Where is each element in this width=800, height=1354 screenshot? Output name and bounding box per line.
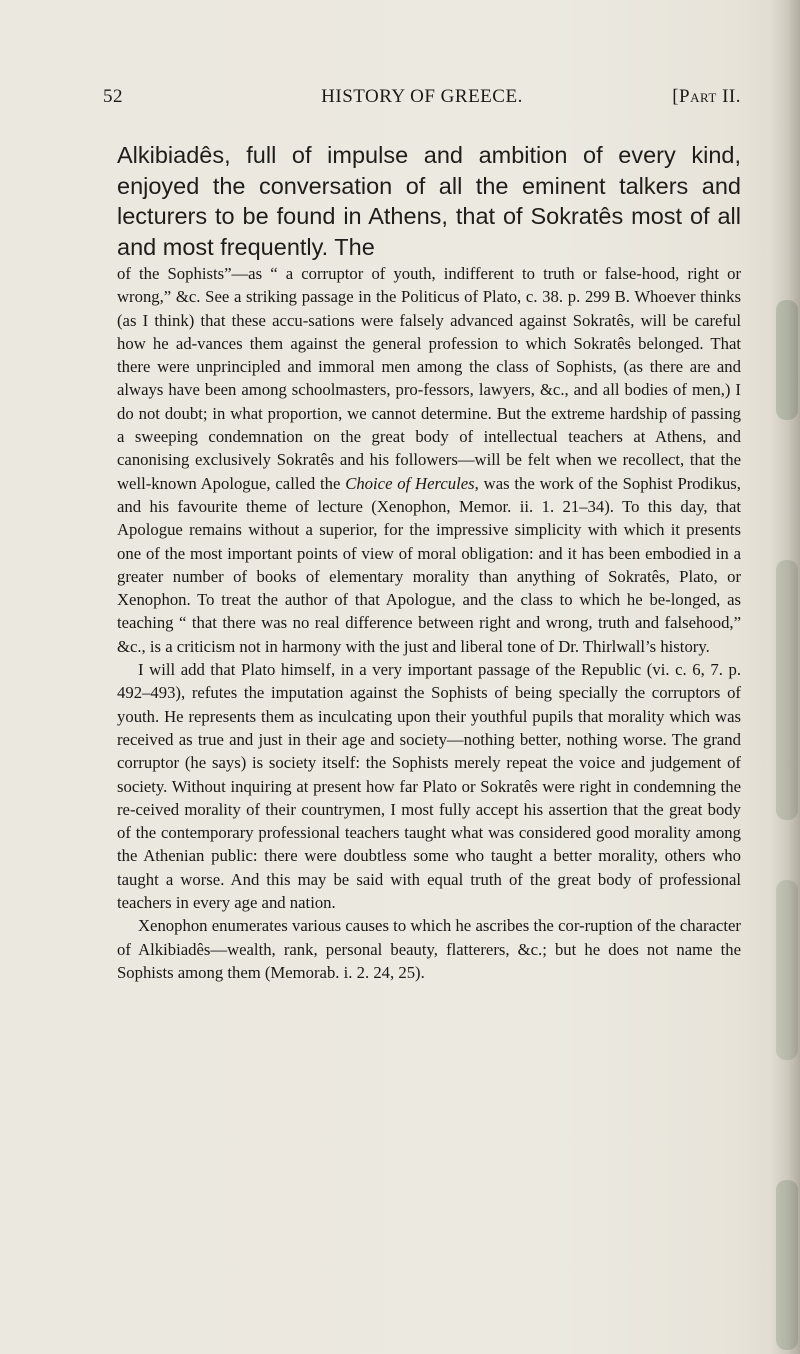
footnote-paragraph-3: Xenophon enumerates various causes to which he ascribes the cor-ruption of the character of Alkibiadês—wealth, rank, personal beauty, flatterers, &c.; but he does not name the Sophists among them (Memorab. i. 2. 24, 25). <box>117 916 741 982</box>
page-stain <box>776 560 798 820</box>
page-stain <box>776 880 798 1060</box>
running-head <box>103 86 741 112</box>
part-label: [Part II. <box>672 86 741 107</box>
main-paragraph: Alkibiadês, full of impulse and ambition of every kind, enjoyed the conversation of all the eminent talkers and lecturers to be found in Athens, that of Sokratês most of all and most frequently. The <box>117 142 741 260</box>
main-text <box>117 140 741 262</box>
footnote-text: of the Sophists”—as “ a corruptor of youth, indifferent to truth or false-hood, right or wrong,” &c. See a striking passage in the Politicus of Plato, c. 38. p. 299 B. Whoever thinks (as I think) that these accu-sations were falsely advanced against Sokratês, will be careful how he ad-vances them against the general profession to which Sokratês belonged. That there were unprincipled and immoral men among the class of Sophists, (as there are and always have been among schoolmasters, pro-fessors, lawyers, &c., and all bodies of men,) I do not doubt; in what proportion, we cannot determine. But the extreme hardship of passing a sweeping condemnation on the great body of intellectual teachers at Athens, and canonising exclusively Sokratês and his followers—will be felt when we recollect, that the well-known Apologue, called the <box>117 264 741 493</box>
footnote-italic-title: Choice of Hercules <box>345 473 475 493</box>
footnote-paragraph-2: I will add that Plato himself, in a very important passage of the Republic (vi. c. 6, 7. p. 492–493), refutes the imputation against the Sophists of being specially the corruptors of youth. He represents them as inculcating upon their youthful pupils that morality which was received as true and just in their age and society—nothing better, nothing worse. The grand corruptor (he says) is society itself: the Sophists merely repeat the voice and judgement of society. Without inquiring at present how far Plato or Sokratês were right in condemning the re-ceived morality of their countrymen, I most fully accept his assertion that the great body of the contemporary professional teachers taught what was considered good morality among the Athenian public: there were doubtless some who taught a better morality, others who taught a worse. And this may be said with equal truth of the great body of professional teachers in every age and nation. <box>117 660 741 913</box>
page-stain <box>776 300 798 420</box>
page-number: 52 <box>103 86 123 107</box>
footnote-block <box>117 262 741 984</box>
running-head-title: HISTORY OF GREECE. <box>321 86 523 107</box>
page-stain <box>776 1180 798 1350</box>
footnote-paragraph-1 <box>117 262 741 658</box>
footnote-text: , was the work of the Sophist Prodikus, and his favourite theme of lecture (Xenophon, Memor. ii. 1. 21–34). To this day, that Apologue remains without a superior, for the impressive simplicity with which it presents one of the most important points of view of moral obligation: and it has been embodied in a greater number of books of elementary morality than anything of Sokratês, Plato, or Xenophon. To treat the author of that Apologue, and the class to which he be-longed, as teaching “ that there was no real difference between right and wrong, truth and falsehood,” &c., is a criticism not in harmony with the just and liberal tone of Dr. Thirlwall’s history. <box>117 473 741 656</box>
